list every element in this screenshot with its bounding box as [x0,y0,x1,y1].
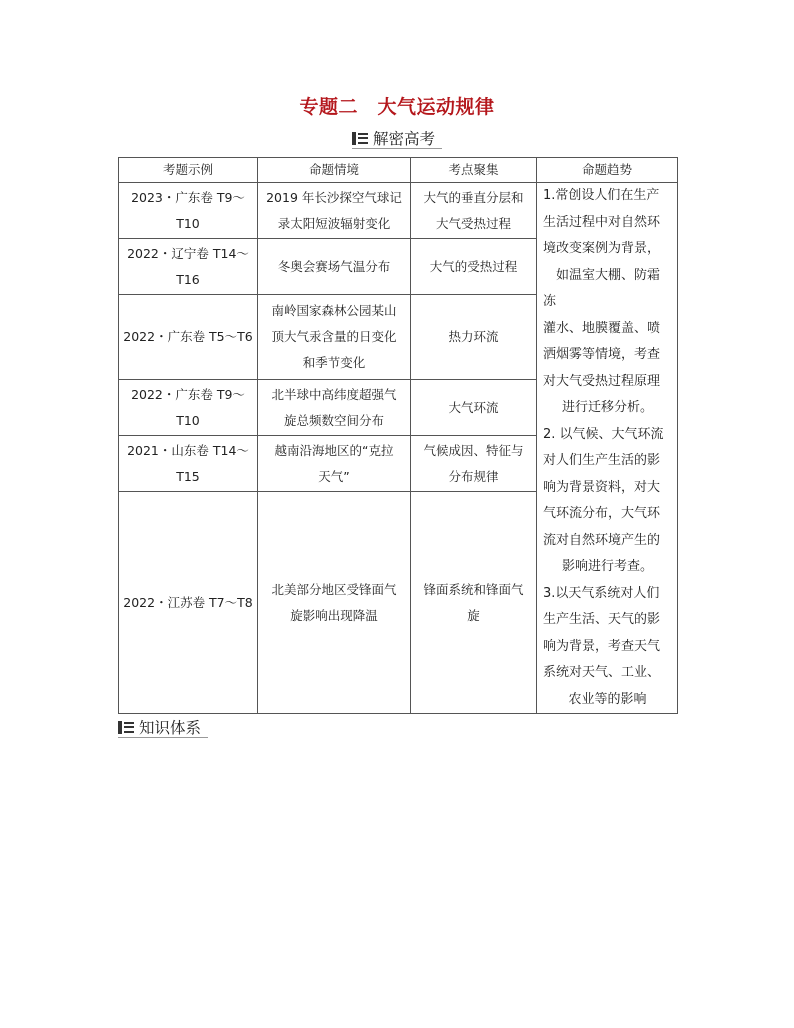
cell-focus: 锋面系统和锋面气 旋 [411,492,537,714]
cell-context: 冬奥会赛场气温分布 [258,239,411,295]
cell-focus: 大气环流 [411,380,537,436]
section-heading-label: 解密高考 [373,130,436,148]
cell-context: 2019 年长沙探空气球记 录太阳短波辐射变化 [258,183,411,239]
table-row [119,183,678,239]
cell-example: 2022・广东卷 T9～ T10 [119,380,258,436]
header-exam-example: 考题示例 [119,158,258,183]
cell-focus: 热力环流 [411,295,537,380]
cell-example: 2023・广东卷 T9～ T10 [119,183,258,239]
section-underline [352,148,442,149]
table-header-row [119,158,678,183]
cell-context: 北美部分地区受锋面气 旋影响出现降温 [258,492,411,714]
page-title: 专题二 大气运动规律 [299,96,495,118]
cell-trend: 1.常创设人们在生产 生活过程中对自然环 境改变案例为背景， 如温室大棚、防霜冻 灌水、地膜覆盖、喷 洒烟雾等情境，考查 对大气受热过程原理 进行迁移分析。 2. 以气候、大气环流 对人们生产生活的影 响为背景资料，对大 气环流分布，大气环 流对自然环境产生的 影响进行考查。 3.以天气系统对人们 生产生活、天气的影 响为背景，考查天气 系统对天气、工业、 农业等的影响 [537,183,678,714]
cell-example: 2022・广东卷 T5～T6 [119,295,258,380]
cell-example: 2021・山东卷 T14～ T15 [119,436,258,492]
section-underline [118,737,208,738]
section-heading-exam-analysis [352,127,435,149]
header-context: 命题情境 [258,158,411,183]
cell-context: 越南沿海地区的“克拉 天气” [258,436,411,492]
section-list-icon [352,132,368,145]
header-trend: 命题趋势 [537,158,678,183]
header-focus: 考点聚集 [411,158,537,183]
cell-focus: 大气的受热过程 [411,239,537,295]
cell-context: 北半球中高纬度超强气 旋总频数空间分布 [258,380,411,436]
cell-focus: 大气的垂直分层和 大气受热过程 [411,183,537,239]
section-heading-knowledge-system [118,716,201,738]
cell-focus: 气候成因、特征与 分布规律 [411,436,537,492]
exam-analysis-table [118,157,678,714]
cell-example: 2022・辽宁卷 T14～ T16 [119,239,258,295]
cell-example: 2022・江苏卷 T7～T8 [119,492,258,714]
section-heading-label: 知识体系 [139,719,202,737]
section-list-icon [118,721,134,734]
cell-context: 南岭国家森林公园某山 顶大气汞含量的日变化 和季节变化 [258,295,411,380]
